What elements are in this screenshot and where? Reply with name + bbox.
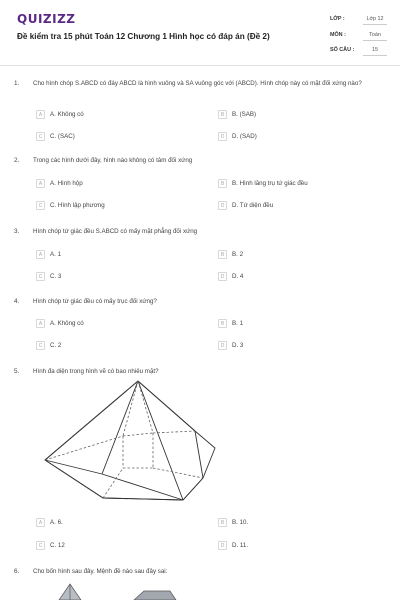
- option-text: A. Không có: [50, 111, 84, 118]
- option-text: D. 11.: [232, 542, 249, 549]
- prism-figure: [130, 588, 180, 600]
- option-text: B. (SAB): [232, 111, 257, 118]
- option-letter-box[interactable]: D: [218, 201, 227, 210]
- option-letter-box[interactable]: B: [218, 110, 227, 119]
- meta-subject-value: Toán: [363, 30, 387, 41]
- meta-subject-label: MÔN :: [330, 32, 346, 38]
- option-letter-box[interactable]: C: [36, 541, 45, 550]
- question-number: 6.: [14, 568, 20, 575]
- quizizz-logo: QUIZIZZ: [17, 12, 76, 26]
- option-text: A. 1: [50, 251, 62, 258]
- question-text: Cho bốn hình sau đây. Mệnh đề nào sau đây sai:: [33, 568, 168, 575]
- option-letter-box[interactable]: A: [36, 518, 45, 527]
- option-text: B. Hình lăng trụ tứ giác đều: [232, 180, 308, 187]
- option-letter-box[interactable]: C: [36, 272, 45, 281]
- question-text: Hình đa diện trong hình vẽ có bao nhiêu mặt?: [33, 368, 159, 375]
- question-text: Hình chóp tứ giác đều có mấy trục đối xứng?: [33, 298, 157, 305]
- option-text: C. (SAC): [50, 133, 75, 140]
- question-text: Trong các hình dưới đây, hình nào không có tâm đối xứng: [33, 157, 193, 164]
- question-number: 3.: [14, 228, 20, 235]
- question-number: 1.: [14, 80, 20, 87]
- option-text: D. (SAD): [232, 133, 257, 140]
- meta-count-value: 15: [363, 45, 387, 56]
- option-text: B. 1: [232, 320, 244, 327]
- option-letter-box[interactable]: B: [218, 319, 227, 328]
- option-letter-box[interactable]: A: [36, 179, 45, 188]
- option-letter-box[interactable]: D: [218, 272, 227, 281]
- page-header: [0, 0, 400, 66]
- option-letter-box[interactable]: C: [36, 201, 45, 210]
- meta-count-label: SỐ CÂU :: [330, 47, 355, 53]
- meta-class-label: LỚP :: [330, 16, 345, 22]
- option-letter-box[interactable]: B: [218, 518, 227, 527]
- question-text: Cho hình chóp S.ABCD có đáy ABCD là hình vuông và SA vuông góc với (ABCD). Hình chóp này có mặt đối xứng nào?: [33, 80, 362, 87]
- option-text: C. 2: [50, 342, 62, 349]
- question-text: Hình chóp tứ giác đều S.ABCD có mấy mặt phẳng đối xứng: [33, 228, 198, 235]
- question-number: 5.: [14, 368, 20, 375]
- option-letter-box[interactable]: C: [36, 341, 45, 350]
- option-text: A. 6.: [50, 519, 63, 526]
- option-text: D. 3: [232, 342, 244, 349]
- option-letter-box[interactable]: B: [218, 250, 227, 259]
- polyhedron-figure: [35, 378, 220, 508]
- meta-class-value: Lớp 12: [363, 14, 387, 25]
- option-letter-box[interactable]: A: [36, 250, 45, 259]
- question-number: 4.: [14, 298, 20, 305]
- option-text: C. 3: [50, 273, 62, 280]
- option-letter-box[interactable]: A: [36, 110, 45, 119]
- option-text: A. Hình hộp: [50, 180, 83, 187]
- option-letter-box[interactable]: D: [218, 341, 227, 350]
- option-text: C. 12: [50, 542, 65, 549]
- document-title: Đề kiểm tra 15 phút Toán 12 Chương 1 Hình học có đáp án (Đề 2): [17, 32, 270, 41]
- option-letter-box[interactable]: A: [36, 319, 45, 328]
- pyramid-figure: [55, 582, 115, 600]
- question-number: 2.: [14, 157, 20, 164]
- option-text: C. Hình lập phương: [50, 202, 105, 209]
- option-text: D. 4: [232, 273, 244, 280]
- option-text: B. 10.: [232, 519, 249, 526]
- option-text: B. 2: [232, 251, 244, 258]
- option-letter-box[interactable]: D: [218, 132, 227, 141]
- option-letter-box[interactable]: D: [218, 541, 227, 550]
- option-letter-box[interactable]: C: [36, 132, 45, 141]
- option-text: D. Tứ diện đều: [232, 202, 274, 209]
- option-letter-box[interactable]: B: [218, 179, 227, 188]
- option-text: A. Không có: [50, 320, 84, 327]
